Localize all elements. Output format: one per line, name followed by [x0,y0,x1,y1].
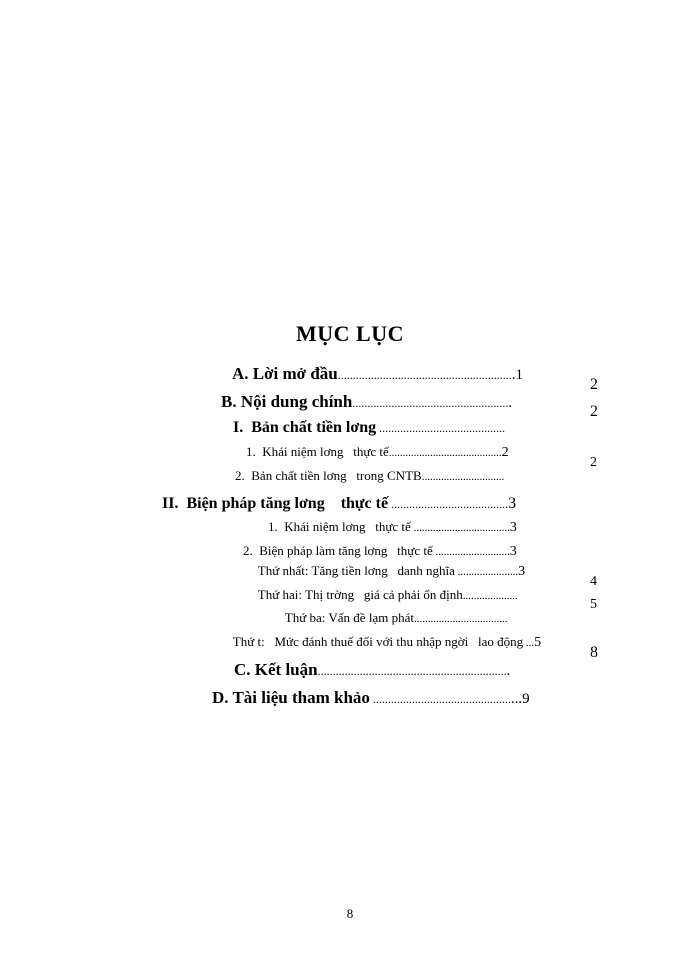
toc-leader-end: . [508,395,513,411]
toc-leader-dots: .............................................. [369,692,511,706]
toc-title: MỤC LỤC [296,321,404,346]
toc-leader-dots: .......................................................... [337,368,512,382]
toc-page-number: 2 [590,455,597,470]
toc-leader-dots: .................................................... [352,396,509,410]
toc-entry-text: Thứ t: Mức đánh thuế đối với thu nhập ngời lao động [232,634,524,649]
toc-entry-text: B. Nội dung chính [221,392,353,411]
toc-page-number: 2 [501,445,509,460]
toc-page-number: 2 [590,376,598,393]
toc-page-number: 2 [590,403,598,420]
toc-leader-dots: ........................... [432,546,510,558]
toc-leader-dots: .............................. [421,471,505,483]
toc-entry-text: D. Tài liệu tham khảo [212,688,370,707]
toc-entry-text: A. Lời mở đầu [232,364,338,383]
toc-leader-dots: .................... [462,590,518,602]
toc-page-number: 3 [509,520,517,535]
toc-entry-text: II. Biện pháp tăng lơng thực tế [162,495,389,512]
toc-entry-text: 2. Biện pháp làm tăng lơng thực tế [243,543,433,558]
toc-page-number: 8 [590,644,598,661]
toc-page-number: 3 [508,495,517,512]
toc-page-number: 3 [509,544,517,559]
toc-leader-dots: ....................................... [388,497,509,511]
toc-leader-dots: ...................... [454,566,519,578]
toc-leader-dots: .......................................... [376,421,506,435]
toc-page-number: 4 [590,574,597,589]
toc-entry-text: 1. Khái niệm lơng thực tế [246,444,389,459]
toc-entry-text: I. Bản chất tiền lơng [233,419,377,436]
toc-leader-dots: .................................. [413,613,508,625]
toc-page-number: 5 [534,635,542,650]
footer-page-number: 8 [346,906,354,921]
toc-leader-end: . [506,663,511,679]
toc-page-number: ...9 [510,691,530,707]
toc-entry-text: Thứ ba: Vấn đề lạm phát [284,610,414,625]
toc-leader-dots: ......................................... [388,447,502,459]
toc-leader-dots: ................................... [410,522,510,534]
toc-entry-text: Thứ hai: Thị trờng giá cả phải ổn định [257,587,463,602]
toc-leader-dots: ............................................................... [317,664,507,678]
toc-entry-text: 2. Bản chất tiền lơng trong CNTB [235,468,422,483]
toc-entry-text: C. Kết luận [234,660,318,679]
toc-leader-dots: ... [523,637,535,649]
toc-page-number: .1 [511,367,523,383]
toc-entry-text: 1. Khái niệm lơng thực tế [268,519,411,534]
toc-entry-text: Thứ nhất: Tăng tiền lơng danh nghĩa [257,563,455,578]
toc-page-number: 3 [518,564,526,579]
toc-entry-d [196,673,530,723]
toc-page-number: 5 [590,597,597,612]
